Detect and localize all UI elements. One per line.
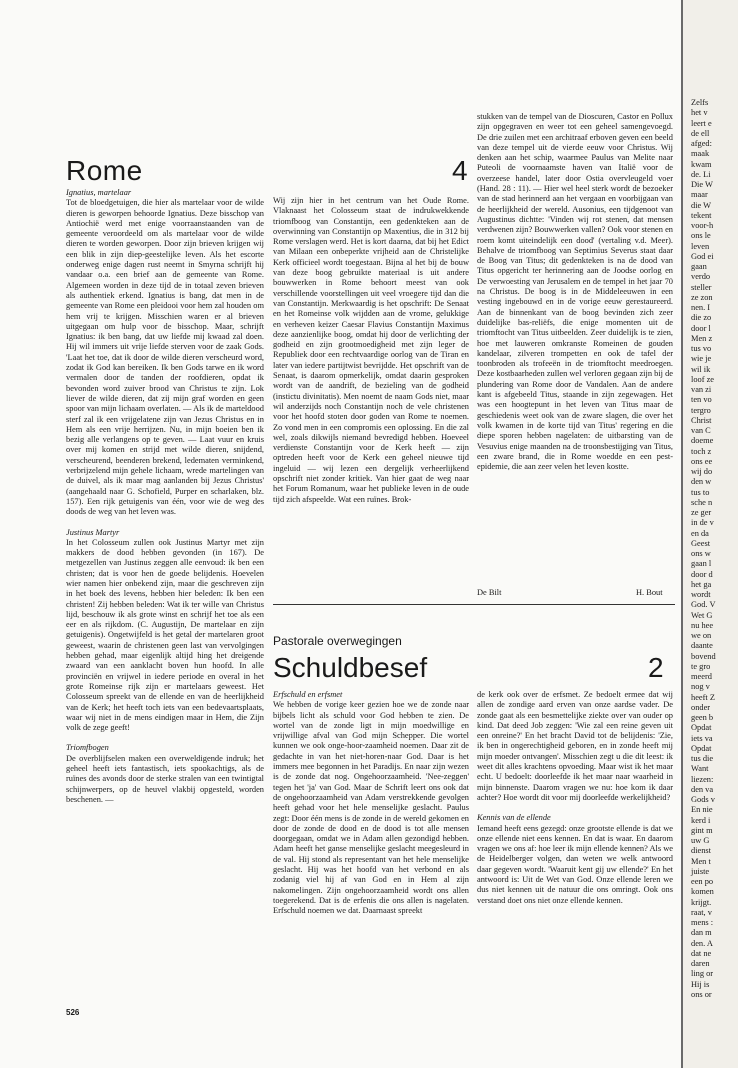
article-schuld-title: Schuldbesef [273,652,428,683]
schuld-paragraph-erfschuld: We hebben de vorige keer gezien hoe we de zonde naar bijbels licht als schuld voor God hebben te zien. De wortel van de zonde ligt in mijn moedwillige en vrijwillige afval van God mijn Schepper. Die wortel kunnen we ook onge-hoor-zaamheid noemen. Daar zit de gedachte in van het niet-horen-naar God. Daar is het immers mee begonnen in het Paradijs. En naar zijn wezen is de zonde dat nog. Ongehoorzaamheid. 'Nee-zeggen' tegen het 'ja' van God. Maar de Schrift leert ons ook dat de ongehoorzaamheid van Adam verstrekkende gevolgen heeft gehad voor het hele menselijke geslacht. Paulus zegt: Door één mens is de zonde in de wereld gekomen en door de zonde de dood en de dood is tot alle mensen doorgegaan, omdat we in Adam allen gezondigd hebben. Adam heeft het ganse menselijke geslacht meegesleurd in de val. Hij stond als representant van het hele menselijke geslacht. Hij was het hoofd van het verbond en als zodanig viel hij af van God en in Hem al zijn nakomelingen. Zijn ongehoorzaamheid wordt ons allen toegerekend. Dat is de erfenis die ons allen is nagelaten. Erfschuld noemen we dat. Daarnaast spreekt [273,700,469,916]
next-page-text-fragment: Zelfs het v leert e de ell afged: maak kwam de. Li Die W maar die W tekent voor-h ons le leven God ei gaan verdo steller ze zon nen. I die zo door l Men z tus vo wie je wil ik loof ze van zi ten vo tergro Christ van C doeme toch z ons ee wij do den w tus to sche n ze ger in de v en da Geest ons w gaan l door d het ga wordt God. V Wet G nu hee we on daante bovend te gro meerd nog v heeft Z onder geen b Opdat iets va Opdat tus die Want liezen: den va Gods v En nie kerd i gint m uw G dienst Men t juiste een po komen krijgt. raat, v mens : dan m den. A dat ne daren ling or Hij is ons or [691,98,716,999]
rome-paragraph-ignatius: Tot de bloedgetuigen, die hier als martelaar voor de wilde dieren is geworpen behoorde Ignatius. Deze bisschop van Antiochië werd met enige voorraanstaanden van de gemeente veroordeeld om als martelaar voor de wilde dieren te worden geworpen. Door zijn brieven krijgen wij een blik in zijn diep-geestelijke leven. Als het escorte onderweg enige dagen rust neemt in Smyrna schrijft hij vandaar o.a. een brief aan de gemeente van Rome. Algemeen worden in deze tijd de in totaal zeven brieven als authentiek erkend. Ignatius is bang, dat men in de gemeente van Rome een pleidooi voor hem zal houden om hem vrij te krijgen. Misschien waren er al brieven uitgegaan om hulp voor de bisschop. Maar, schrijft Ignatius: ik ben bang, dat uw liefde mij kwaad zal doen. Hij wil immers uit vrije liefde sterven voor de zaak Gods. 'Laat het toe, dat ik door de wilde dieren verscheurd word, zodat ik God kan bereiken. Ik ben Gods tarwe en ik word vermalen door de tanden der roofdieren, opdat ik bevonden word zuiver brood van Christus te zijn. Lok liever de wilde dieren, dat zij mijn graf worden en geen spoor van mijn lichaam overlaten. — Als ik de marteldood sterf zal ik een vrijgelatene zijn van Jezus Christus en in Hem als een vrije herrijzen. Nu, in mijn boeien ben ik bezig alle verlangens op te geven. — Laat vuur en kruis over mij komen en strijd met wilde dieren, snijdend, verscheurend, beenderen brekend, ledematen verminkend, verbrijzelend mijn gehele lichaam, wrede martelingen van de duivel, als ik maar mag aanlanden bij Jezus Christus' (aangehaald naar G. Schofield, Purper en scharlaken, blz. 157). Een rijk getuigenis van één, voor wie de weg des doods de weg van het leven was. [66,198,264,517]
rome-paragraph-forum: stukken van de tempel van de Dioscuren, Castor en Pollux zijn opgegraven en weer tot een geheel samengevoegd. De drie zuilen met een architraaf erboven geven een beeld van deze tempel uit de vierde eeuw voor Christus. Wij denken aan het schip, waarmee Paulus van Melite naar Puteoli de voornaamste haven van Italië voor de overzeese handel, later door Ostia overvleugeld voer (Hand. 28 : 11). — Hier wel heel sterk wordt de bezoeker van de stad herinnerd aan het vergaan en voorbijgaan van de heerlijkheid der wereld. Ausonius, een tijdgenoot van Augustinus dichtte: 'Vinden wij rot stenen, dat mensen verdwenen zijn? Bouwwerken vallen? Ook voor stenen en roem komt uiteindelijk een dood' (vertaling v.d. Meer). Behalve de triomfboog van Septimius Severus staat daar de Boog van Titus; dit gedenkteken is na de dood van Titus opgericht ter herinnering aan de Joodse oorlog en De verwoesting van Jerusalem en de tempel in het jaar 70 na Christus. De boog is in de Middeleeuwen in een vesting ingebouwd en in de vorige eeuw gerestaureerd. Aan de binnenkant van de boog bevinden zich zeer duidelijke bas-reliëfs, die enige momenten uit de triomftocht van Titus uitbeelden. Zeer duidelijk is te zien, hoe met lauweren omkranste Romeinen de gouden kandelaar, zilveren trompetten en ook de tafel der toonbroden als trofeeën in de triomftocht meedroegen. Deze kostbaarheden zullen wel verloren gegaan zijn bij de plundering van Rome door de Vandalen. Aan de andere kant is afgebeeld Titus, staande in zijn zegewagen. Het was een hoogtepunt in het leven van Titus maar de geschiedenis weet ook van de zware slagen, die over het volk kwamen in de korte tijd van Titus' regering en die diepe sporen hebben nagelaten: de uitbarsting van de Vesuvius enige maanden na de troonsbestijging van Titus, een zware brand, die in Rome woedde en een pest-epidemie, die aan zeer velen het leven kostte. [477,112,673,472]
rome-column-1 [66,188,264,1000]
subheading-justinus: Justinus Martyr [66,527,120,537]
subheading-erfschuld: Erfschuld en erfsmet [273,690,343,699]
schuld-column-1 [273,690,469,1012]
article-rome-title: Rome [66,155,143,186]
rome-column-2 [273,196,469,580]
rome-place: De Bilt [477,588,502,597]
section-divider [273,604,675,605]
subheading-kennis: Kennis van de ellende [477,813,551,823]
rome-paragraph-justinus: In het Colosseum zullen ook Justinus Martyr met zijn makkers de dood hebben gevonden (in 167). De metgezellen van Justinus zeggen alle eenvoud: ik ben een christen; dat is voor hen de goede belijdenis. Hoevelen wier namen hier onbekend zijn, maar die geschreven zijn in het boek des levens, hebben hier beleden: Ik ben een christen! Zij hebben beleden: Wat ik ter wille van Christus lijd, beschouw ik als grote winst en schrijf het toe als een eer en als rijkdom. (C. Augustijn, De martelaar en zijn getuigenis). Ongetwijfeld is het getal der martelaren groot geweest, waarin de christenen geen last van vervolgingen hebben gehad, maar eigenlijk altijd hing het dreigende zwaard van een aanklacht boven hun hoofd. In alle provinciën en vrijwel in iedere periode en overal in het grote Romeinse rijk zijn er martelaars geweest. Het Colosseum spreekt van de ellende en van de heerlijkheid van de Kerk; het heeft toch iets van een bedevaartsplaats, waar wij niet in de mens eindigen maar in Hem, die Zijn volk de zege geeft! [66,537,264,733]
rome-author: H. Bout [636,588,663,597]
schuld-column-2 [477,690,673,1012]
page-number: 526 [66,1008,80,1017]
article-schuld-number: 2 [648,652,664,683]
next-page-edge [681,0,738,1068]
article-rome-number: 4 [452,155,468,186]
rome-paragraph-triomfboog: Wij zijn hier in het centrum van het Oude Rome. Vlaknaast het Colosseum staat de indrukwekkende triomfboog van Constantijn, een gedenkteken aan de overwinning van Constantijn op Maxentius, die in 312 bij Rome verslagen werd. Het is kort daarna, dat bij het Edict van Milaan een onbeperkte vrijheid aan de Christelijke Kerk officieel wordt toegestaan. Bijna al het bij de bouw van deze boog gebruikte materiaal is uit andere bouwwerken in Rome behoort meest van ook verschillende voorstellingen uit veel vroegere tijd dan die van Constantijn. Merkwaardig is het opschrift: De Senaat en het Romeinse volk wijdden aan de vrome, gelukkige en verheven keizer Caesar Flavius Constantijn Maximus deze aanzienlijke boog, omdat hij door de verlichting der godheid en zijn grootmoedigheid met zijn leger de Republiek door een rechtvaardige oorlog van de Tiran en later van iedere partijtwist bevrijdde. Het opschrift van de Senaat, is daarom opmerkelijk, omdat daarin gesproken wordt van de aandrift, de bezieling van de godheid (instictu divinitatis). Men noemt de naam Gods niet, maar wil anderzijds noch Constantijn noch de vele christenen voor het hoofd stoten door goden van Rome te noemen. Zo vond men in een compromis een oplossing. En die zal wel, zoals dikwijls niemand bevredigd hebben. Hoeveel verdienste Constantijn voor de Kerk heeft — zijn optreden heeft voor de Kerk een geheel nieuwe tijd ingeluid — wij lezen een dergelijk verheerlijkend opschrift niet zonder kritiek. Van hier gaat de weg naar het Forum Romanum, waar het publieke leven in de oude tijd zich afspeelde. Wat een ruïnes. Brok- [273,196,469,504]
subheading-triomfbogen: Triomfbogen [66,743,109,753]
rome-paragraph-triomfbogen: De overblijfselen maken een overweldigende indruk; het geheel heeft iets fantastisch, iets spookachtigs, als de ruïnes des avonds door de sterke stralen van een twintigtal schijnwerpers, op de heuvel vlakbij opgesteld, worden beschenen. — [66,753,264,804]
schuld-paragraph-kennis: Iemand heeft eens gezegd: onze grootste ellende is dat we onze ellende niet eens kennen. En dat is waar. En daarom vragen we ons af: hoe leer ik mijn ellende kennen? Als we de Heidelberger volgen, dan weten we welk antwoord daar gegeven wordt. 'Waaruit kent gij uw ellende?' En het antwoord is: Uit de Wet van God. Onze ellende leren we dus niet kennen uit de natuur die ons omringt. Ook ons verstand doet ons niet onze ellende kennen. [477,823,673,905]
subheading-ignatius: Ignatius, martelaar [66,188,132,197]
article-schuld-kicker: Pastorale overwegingen [273,634,402,648]
schuld-paragraph-erfsmet: de kerk ook over de erfsmet. Ze bedoelt ermee dat wij allen de zondige aard erven van onze aardse vader. De zonde gaat als een besmettelijke ziekte over van ouder op kind. Dat deed Job zeggen: 'Wie zal een reine geven uit een onreine?' En het bracht David tot de belijdenis: 'Zie, ik ben in ongerechtigheid geboren, en in zonde heeft mij mijn moeder ontvangen'. Misschien zegt u die dit leest: ik weet dit alles krachtens opvoeding. Maar wist ik het maar echt. U bedoelt: doorleefde ik het maar naar waarheid in mijn binnenste. Daarom vragen we nu: hoe kom ik daar achter? Hoe wordt dit voor mij doorleefde werkelijkheid? [477,690,673,802]
rome-column-3 [477,112,673,584]
